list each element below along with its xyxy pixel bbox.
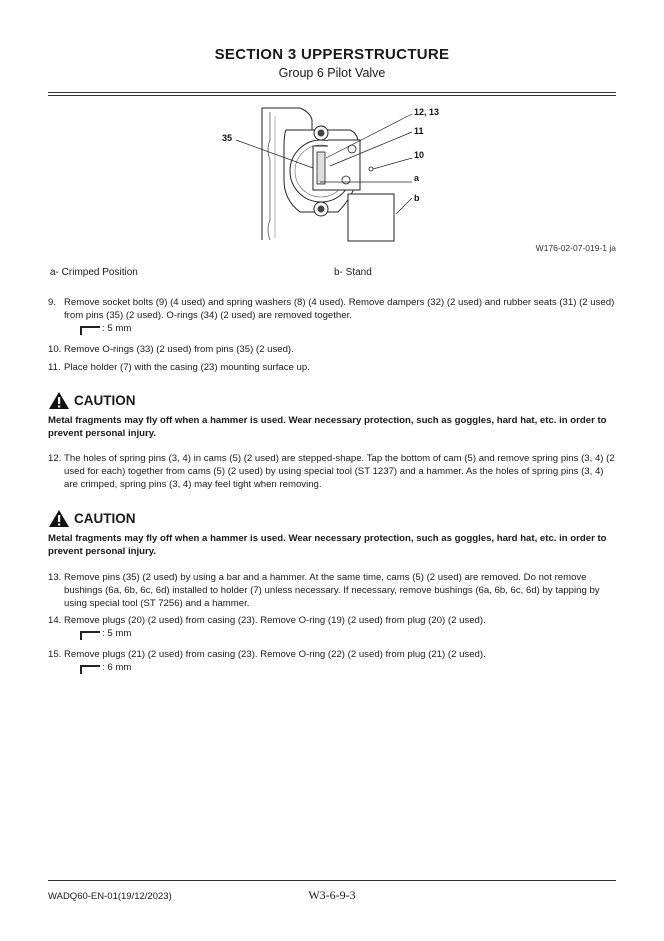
wrench-spec [80,661,131,674]
figure-code: W176-02-07-019-1 ja [535,243,616,253]
footer-rule [48,880,616,881]
steps-group-1 [48,296,618,374]
callout-a: a [414,173,420,183]
step-number: 12. [48,453,62,464]
step-number: 9. [48,297,57,308]
caution-heading [48,509,618,528]
wrench-spec [80,322,131,335]
step-number: 10. [48,344,62,355]
wrench-icon [80,665,100,674]
document-code: WADQ60-EN-01(19/12/2023) [48,891,172,902]
warning-triangle-icon [48,391,70,410]
caution-text: Metal fragments may fly off when a hammer is used. Wear necessary protection, such as goggles, hard hat, etc. in order to prevent personal injury. [48,415,607,439]
header-rule [48,92,616,93]
step-10 [48,343,618,356]
step-15 [48,648,618,678]
caution-text: Metal fragments may fly off when a hammer is used. Wear necessary protection, such as goggles, hard hat, etc. in order to prevent personal injury. [48,533,607,557]
caption-a: a- Crimped Position [50,267,138,278]
step-11 [48,361,618,374]
step-9 [48,296,618,339]
callout-35: 35 [222,133,233,143]
callout-11: 11 [414,126,424,136]
step-number: 14. [48,615,62,626]
wrench-spec [80,627,131,640]
caution-label: CAUTION [74,511,136,526]
step-text: Remove O-rings (33) (2 used) from pins (35) (2 used). [64,344,294,355]
step-text: Remove pins (35) (2 used) by using a bar and a hammer. At the same time, cams (5) (2 used) are removed. Do not remove bushings (6a, 6b, 6c, 6d) installed to holder (7) unless necessary. If necessary, remove bushings (6a, 6b, 6c, 6d) by tapping by using special tool (ST 7256) and a hammer. [64,572,600,609]
caption-b: b- Stand [334,267,372,278]
wrench-size: : 5 mm [102,323,132,334]
step-text: Remove socket bolts (9) (4 used) and spring washers (8) (4 used). Remove dampers (32) (2 used) and rubber seats (31) (2 used) from pins (35) (2 used). O-rings (34) (2 used) are removed together. [64,297,615,321]
step-text: Place holder (7) with the casing (23) mounting surface up. [64,362,310,373]
wrench-icon [80,326,100,335]
callout-12-13: 12, 13 [414,107,440,117]
step-number: 13. [48,572,62,583]
caution-heading [48,391,618,410]
step-text: Remove plugs (20) (2 used) from casing (23). Remove O-ring (19) (2 used) from plug (20) (2 used). [64,615,486,626]
warning-triangle-icon [48,509,70,528]
wrench-size: : 6 mm [102,662,132,673]
caution-box-2 [48,509,618,558]
step-text: Remove plugs (21) (2 used) from casing (23). Remove O-ring (22) (2 used) from plug (21) (2 used). [64,649,486,660]
step-number: 15. [48,649,62,660]
steps-group-2 [48,452,618,491]
group-title: Group 6 Pilot Valve [278,66,386,80]
section-title: SECTION 3 UPPERSTRUCTURE [214,46,450,63]
page-number: W3-6-9-3 [308,888,356,902]
wrench-size: : 5 mm [102,628,132,639]
callout-b: b [414,193,420,203]
page-header [0,46,664,80]
callout-10: 10 [414,150,425,160]
step-text: The holes of spring pins (3, 4) in cams (5) (2 used) are stepped-shape. Tap the bottom of cam (5) and remove spring pins (3, 4) (2 used for each) together from cams (5) (2 used) by using special tool (ST 1237) and a hammer. As the holes of spring pins (3, 4) are crimped, spring pins (3, 4) may feel tight when removing. [64,453,615,490]
steps-group-3 [48,571,618,678]
step-12 [48,452,618,491]
caution-label: CAUTION [74,393,136,408]
header-rule-thick [48,95,616,96]
pilot-valve-illustration [200,100,440,250]
step-number: 11. [48,362,61,373]
caution-box-1 [48,391,618,440]
wrench-icon [80,631,100,640]
step-14 [48,614,618,644]
step-13 [48,571,618,610]
